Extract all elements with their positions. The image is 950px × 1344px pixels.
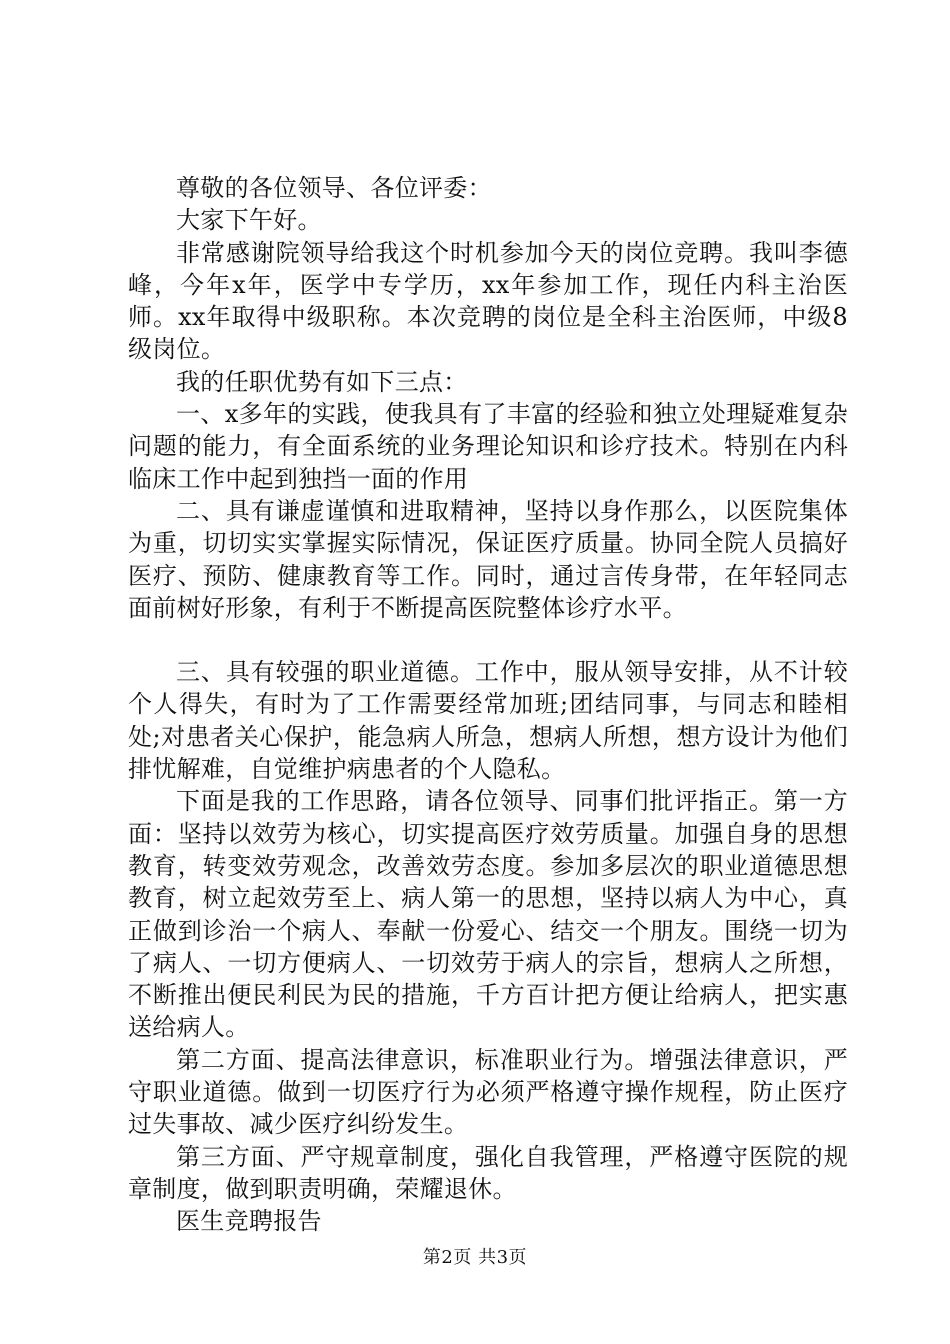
advantage-one: 一、x多年的实践，使我具有了丰富的经验和独立处理疑难复杂问题的能力，有全面系统的业务理论知识和诊疗技术。特别在内科临床工作中起到独挡一面的作用 [128, 400, 848, 493]
closing-title: 医生竞聘报告 [176, 1207, 322, 1236]
advantage-three: 三、具有较强的职业道德。工作中，服从领导安排，从不计较个人得失，有时为了工作需要经常加班;团结同事，与同志和睦相处;对患者关心保护，能急病人所急，想病人所想，想方设计为他们排忧解难，自觉维护病患者的个人隐私。 [128, 658, 848, 784]
intro-paragraph: 非常感谢院领导给我这个时机参加今天的岗位竞聘。我叫李德峰，今年x年，医学中专学历，xx年参加工作，现任内科主治医师。xx年取得中级职称。本次竞聘的岗位是全科主治医师，中级8级岗位。 [128, 238, 848, 364]
paragraph-gap [128, 624, 848, 656]
salutation: 尊敬的各位领导、各位评委： [176, 174, 492, 202]
work-plan-third: 第三方面、严守规章制度，强化自我管理，严格遵守医院的规章制度，做到职责明确，荣耀退休。 [128, 1142, 848, 1203]
work-plan-first: 下面是我的工作思路，请各位领导、同事们批评指正。第一方面：坚持以效劳为核心，切实提高医疗效劳质量。加强自身的思想教育，转变效劳观念，改善效劳态度。参加多层次的职业道德思想教育，树立起效劳至上、病人第一的思想，坚持以病人为中心，真正做到诊治一个病人、奉献一份爱心、结交一个朋友。围绕一切为了病人、一切方便病人、一切效劳于病人的宗旨，想病人之所想，不断推出便民利民为民的措施，千方百计把方便让给病人，把实惠送给病人。 [128, 787, 848, 1042]
work-plan-second: 第二方面、提高法律意识，标准职业行为。增强法律意识，严守职业道德。做到一切医疗行为必须严格遵守操作规程，防止医疗过失事故、减少医疗纠纷发生。 [128, 1045, 848, 1139]
advantage-two: 二、具有谦虚谨慎和进取精神，坚持以身作那么，以医院集体为重，切切实实掌握实际情况，保证医疗质量。协同全院人员搞好医疗、预防、健康教育等工作。同时，通过言传身带，在年轻同志面前树好形象，有利于不断提高医院整体诊疗水平。 [128, 496, 848, 622]
advantages-heading: 我的任职优势有如下三点： [176, 367, 468, 396]
page-number: 第2页 共3页 [422, 1247, 528, 1268]
greeting: 大家下午好。 [176, 206, 322, 235]
document-body [128, 172, 848, 1238]
